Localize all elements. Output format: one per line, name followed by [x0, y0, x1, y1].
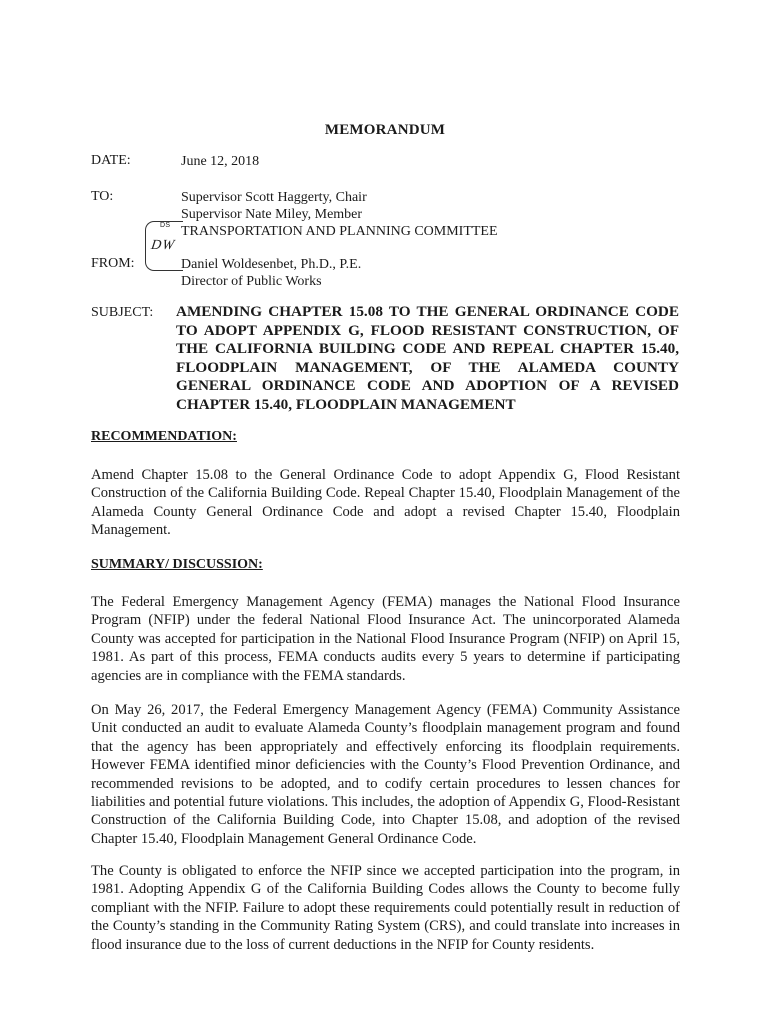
subject-text: AMENDING CHAPTER 15.08 TO THE GENERAL ORDINANCE CODE TO ADOPT APPENDIX G, FLOOD RESISTANT CONSTRUCTION, OF THE CALIFORNIA BUILDING CODE AND REPEAL CHAPTER 15.40, FLOODPLAIN MANAGEMENT, OF THE ALAMEDA COUNTY GENERAL ORDINANCE CODE AND ADOPTION OF A REVISED CHAPTER 15.40, FLOODPLAIN MANAGEMENT: [176, 303, 679, 413]
summary-paragraph-2: On May 26, 2017, the Federal Emergency Management Agency (FEMA) Community Assistance Unit conducted an audit to evaluate Alameda County’s floodplain management program and found that the agency has been appropriately and effectively enforcing its floodplain requirements. However FEMA identified minor deficiencies with the County’s Flood Prevention Ordinance, and recommended revisions to be adopted, and to codify certain procedures to lessen chances for liabilities and potential future violations. This includes, the adoption of Appendix G, Flood-Resistant Construction of the California Building Code, into Chapter 15.08, and adoption of the revised Chapter 15.40, Floodplain Management General Ordinance Code.: [91, 702, 680, 847]
subject-label: SUBJECT:: [91, 305, 154, 320]
to-line-2: Supervisor Nate Miley, Member: [181, 207, 363, 222]
summary-paragraph-3: The County is obligated to enforce the NFIP since we accepted participation into the program, in 1981. Adopting Appendix G of the California Building Codes allows the County to become fully compliant with the NFIP. Failure to adopt these requirements could potentially result in reduction of the County’s standing in the Community Rating System (CRS), and could translate into increases in flood insurance due to the loss of current deductions in the NFIP for County residents.: [91, 863, 680, 953]
to-line-1: Supervisor Scott Haggerty, Chair: [181, 190, 367, 205]
docusign-tag: DS: [160, 222, 171, 229]
to-line-3: TRANSPORTATION AND PLANNING COMMITTEE: [181, 224, 498, 239]
memo-title: MEMORANDUM: [324, 122, 446, 138]
recommendation-text: Amend Chapter 15.08 to the General Ordinance Code to adopt Appendix G, Flood Resistant Construction of the California Building Code. Repeal Chapter 15.40, Floodplain Management of the Alameda County General Ordinance Code and adopt a revised Chapter 15.40, Floodplain Management.: [91, 467, 680, 539]
recommendation-heading: RECOMMENDATION:: [91, 429, 237, 444]
from-line-2: Director of Public Works: [181, 274, 322, 289]
to-label: TO:: [91, 189, 114, 204]
date-value: June 12, 2018: [181, 154, 260, 169]
summary-heading: SUMMARY/ DISCUSSION:: [91, 557, 263, 572]
signature-initials: DW: [150, 238, 176, 253]
summary-paragraph-1: The Federal Emergency Management Agency (FEMA) manages the National Flood Insurance Program (NFIP) under the federal National Flood Insurance Act. The unincorporated Alameda County was accepted for participation in the National Flood Insurance Program (NFIP) on April 15, 1981. As part of this process, FEMA conducts audits every 5 years to determine if participating agencies are in compliance with the FEMA standards.: [91, 594, 680, 684]
from-label: FROM:: [91, 256, 135, 271]
from-line-1: Daniel Woldesenbet, Ph.D., P.E.: [181, 257, 362, 272]
date-label: DATE:: [91, 153, 131, 168]
